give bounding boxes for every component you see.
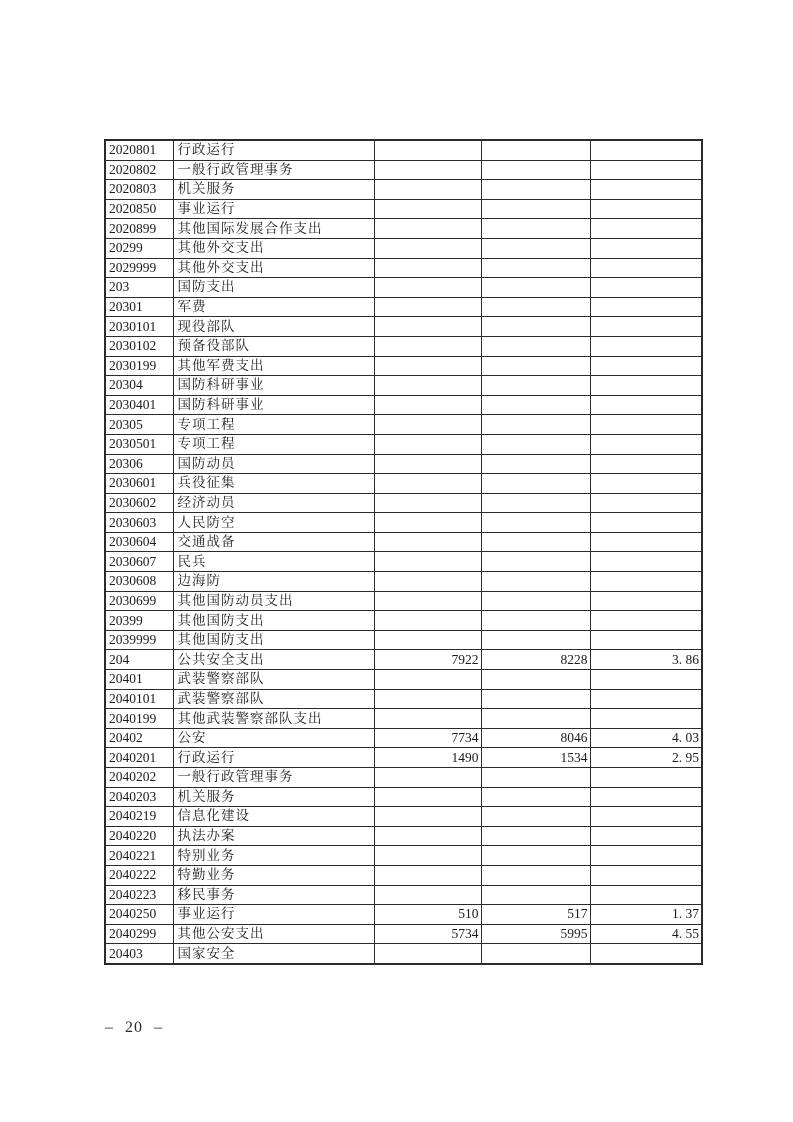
- value1-cell: [374, 160, 481, 180]
- table-row: [105, 591, 702, 611]
- table-row: [105, 140, 702, 160]
- value2-cell: [481, 826, 590, 846]
- value3-cell: 4. 03: [590, 728, 702, 748]
- item-cell: 预备役部队: [173, 336, 374, 356]
- code-cell: 2030101: [105, 317, 173, 337]
- code-cell: 2040222: [105, 865, 173, 885]
- value3-cell: [590, 670, 702, 690]
- value1-cell: [374, 278, 481, 298]
- value3-cell: 4. 55: [590, 924, 702, 944]
- code-cell: 20301: [105, 297, 173, 317]
- value3-cell: [590, 160, 702, 180]
- value2-cell: [481, 944, 590, 964]
- value3-cell: [590, 317, 702, 337]
- value2-cell: [481, 395, 590, 415]
- item-cell: 国防科研事业: [173, 395, 374, 415]
- value3-cell: [590, 630, 702, 650]
- table-row: [105, 670, 702, 690]
- table-row: [105, 846, 702, 866]
- value2-cell: 8228: [481, 650, 590, 670]
- table-row: [105, 689, 702, 709]
- value2-cell: [481, 219, 590, 239]
- value3-cell: [590, 278, 702, 298]
- value3-cell: [590, 376, 702, 396]
- value3-cell: [590, 415, 702, 435]
- table-row: [105, 278, 702, 298]
- value3-cell: [590, 238, 702, 258]
- value2-cell: [481, 572, 590, 592]
- table-row: [105, 905, 702, 925]
- item-cell: 事业运行: [173, 905, 374, 925]
- value1-cell: [374, 180, 481, 200]
- table-row: [105, 160, 702, 180]
- budget-table: [104, 139, 703, 965]
- item-cell: 其他武装警察部队支出: [173, 709, 374, 729]
- value2-cell: [481, 787, 590, 807]
- table-row: [105, 356, 702, 376]
- value3-cell: [590, 493, 702, 513]
- item-cell: 武装警察部队: [173, 670, 374, 690]
- value2-cell: [481, 689, 590, 709]
- value1-cell: [374, 846, 481, 866]
- value3-cell: [590, 454, 702, 474]
- code-cell: 2040101: [105, 689, 173, 709]
- code-cell: 20305: [105, 415, 173, 435]
- value1-cell: [374, 572, 481, 592]
- value2-cell: [481, 238, 590, 258]
- item-cell: 执法办案: [173, 826, 374, 846]
- value2-cell: [481, 493, 590, 513]
- value2-cell: [481, 199, 590, 219]
- code-cell: 2020802: [105, 160, 173, 180]
- code-cell: 2030601: [105, 474, 173, 494]
- code-cell: 2030607: [105, 552, 173, 572]
- table-row: [105, 493, 702, 513]
- code-cell: 20399: [105, 611, 173, 631]
- value3-cell: 3. 86: [590, 650, 702, 670]
- value1-cell: [374, 415, 481, 435]
- value1-cell: [374, 885, 481, 905]
- table-row: [105, 944, 702, 964]
- table-row: [105, 787, 702, 807]
- item-cell: 专项工程: [173, 415, 374, 435]
- code-cell: 20299: [105, 238, 173, 258]
- value2-cell: [481, 611, 590, 631]
- code-cell: 2040223: [105, 885, 173, 905]
- value3-cell: [590, 826, 702, 846]
- value2-cell: [481, 865, 590, 885]
- value1-cell: [374, 787, 481, 807]
- item-cell: 边海防: [173, 572, 374, 592]
- item-cell: 特勤业务: [173, 865, 374, 885]
- item-cell: 其他公安支出: [173, 924, 374, 944]
- value1-cell: 7922: [374, 650, 481, 670]
- code-cell: 2040203: [105, 787, 173, 807]
- code-cell: 2040299: [105, 924, 173, 944]
- value1-cell: [374, 258, 481, 278]
- item-cell: 现役部队: [173, 317, 374, 337]
- value1-cell: [374, 826, 481, 846]
- code-cell: 2020899: [105, 219, 173, 239]
- code-cell: 20401: [105, 670, 173, 690]
- table-row: [105, 199, 702, 219]
- value1-cell: [374, 493, 481, 513]
- value3-cell: [590, 591, 702, 611]
- value2-cell: [481, 807, 590, 827]
- value2-cell: [481, 356, 590, 376]
- code-cell: 2030501: [105, 434, 173, 454]
- value1-cell: [374, 376, 481, 396]
- code-cell: 2040219: [105, 807, 173, 827]
- item-cell: 其他外交支出: [173, 238, 374, 258]
- item-cell: 国防科研事业: [173, 376, 374, 396]
- value2-cell: [481, 140, 590, 160]
- value1-cell: 510: [374, 905, 481, 925]
- value2-cell: [481, 552, 590, 572]
- value2-cell: 517: [481, 905, 590, 925]
- item-cell: 信息化建设: [173, 807, 374, 827]
- value1-cell: [374, 865, 481, 885]
- item-cell: 军费: [173, 297, 374, 317]
- item-cell: 公安: [173, 728, 374, 748]
- value1-cell: [374, 297, 481, 317]
- value3-cell: [590, 434, 702, 454]
- value1-cell: [374, 944, 481, 964]
- value2-cell: [481, 513, 590, 533]
- table-row: [105, 630, 702, 650]
- table-row: [105, 807, 702, 827]
- value1-cell: 7734: [374, 728, 481, 748]
- budget-table-body: [105, 140, 702, 964]
- value1-cell: [374, 140, 481, 160]
- table-row: [105, 258, 702, 278]
- value1-cell: [374, 689, 481, 709]
- table-row: [105, 376, 702, 396]
- code-cell: 204: [105, 650, 173, 670]
- item-cell: 机关服务: [173, 180, 374, 200]
- value3-cell: [590, 258, 702, 278]
- value3-cell: 1. 37: [590, 905, 702, 925]
- item-cell: 移民事务: [173, 885, 374, 905]
- item-cell: 武装警察部队: [173, 689, 374, 709]
- value1-cell: [374, 807, 481, 827]
- value3-cell: [590, 474, 702, 494]
- code-cell: 2030604: [105, 532, 173, 552]
- value2-cell: 5995: [481, 924, 590, 944]
- value2-cell: [481, 180, 590, 200]
- item-cell: 其他军费支出: [173, 356, 374, 376]
- item-cell: 兵役征集: [173, 474, 374, 494]
- item-cell: 其他国防支出: [173, 630, 374, 650]
- item-cell: 国家安全: [173, 944, 374, 964]
- value2-cell: [481, 376, 590, 396]
- item-cell: 经济动员: [173, 493, 374, 513]
- code-cell: 2020803: [105, 180, 173, 200]
- item-cell: 国防支出: [173, 278, 374, 298]
- value2-cell: [481, 474, 590, 494]
- value2-cell: 1534: [481, 748, 590, 768]
- value3-cell: 2. 95: [590, 748, 702, 768]
- code-cell: 2029999: [105, 258, 173, 278]
- value3-cell: [590, 611, 702, 631]
- value3-cell: [590, 709, 702, 729]
- value1-cell: [374, 709, 481, 729]
- value2-cell: [481, 709, 590, 729]
- value3-cell: [590, 572, 702, 592]
- value3-cell: [590, 807, 702, 827]
- value3-cell: [590, 395, 702, 415]
- value3-cell: [590, 689, 702, 709]
- value1-cell: [374, 670, 481, 690]
- table-row: [105, 474, 702, 494]
- table-row: [105, 317, 702, 337]
- table-row: [105, 552, 702, 572]
- value3-cell: [590, 768, 702, 788]
- item-cell: 其他国防支出: [173, 611, 374, 631]
- table-row: [105, 434, 702, 454]
- code-cell: 2030102: [105, 336, 173, 356]
- value1-cell: [374, 552, 481, 572]
- table-row: [105, 219, 702, 239]
- value2-cell: [481, 591, 590, 611]
- code-cell: 2040201: [105, 748, 173, 768]
- code-cell: 2020801: [105, 140, 173, 160]
- item-cell: 一般行政管理事务: [173, 768, 374, 788]
- value1-cell: [374, 513, 481, 533]
- value1-cell: [374, 630, 481, 650]
- value1-cell: [374, 768, 481, 788]
- item-cell: 机关服务: [173, 787, 374, 807]
- table-row: [105, 865, 702, 885]
- code-cell: 20403: [105, 944, 173, 964]
- value3-cell: [590, 787, 702, 807]
- value2-cell: [481, 670, 590, 690]
- value1-cell: 5734: [374, 924, 481, 944]
- table-row: [105, 826, 702, 846]
- value1-cell: [374, 336, 481, 356]
- table-row: [105, 532, 702, 552]
- value2-cell: [481, 317, 590, 337]
- code-cell: 2039999: [105, 630, 173, 650]
- item-cell: 人民防空: [173, 513, 374, 533]
- item-cell: 专项工程: [173, 434, 374, 454]
- value1-cell: [374, 199, 481, 219]
- table-row: [105, 768, 702, 788]
- item-cell: 民兵: [173, 552, 374, 572]
- value3-cell: [590, 552, 702, 572]
- value2-cell: [481, 846, 590, 866]
- value2-cell: [481, 297, 590, 317]
- value1-cell: [374, 434, 481, 454]
- value1-cell: [374, 395, 481, 415]
- value3-cell: [590, 297, 702, 317]
- value3-cell: [590, 944, 702, 964]
- item-cell: 其他国防动员支出: [173, 591, 374, 611]
- value2-cell: [481, 258, 590, 278]
- table-row: [105, 611, 702, 631]
- code-cell: 2040220: [105, 826, 173, 846]
- value3-cell: [590, 140, 702, 160]
- value3-cell: [590, 336, 702, 356]
- table-row: [105, 454, 702, 474]
- item-cell: 一般行政管理事务: [173, 160, 374, 180]
- table-row: [105, 180, 702, 200]
- code-cell: 2030199: [105, 356, 173, 376]
- value1-cell: [374, 532, 481, 552]
- table-row: [105, 728, 702, 748]
- code-cell: 2030603: [105, 513, 173, 533]
- code-cell: 20306: [105, 454, 173, 474]
- value3-cell: [590, 885, 702, 905]
- item-cell: 公共安全支出: [173, 650, 374, 670]
- value1-cell: [374, 591, 481, 611]
- code-cell: 2040199: [105, 709, 173, 729]
- value1-cell: [374, 219, 481, 239]
- item-cell: 特别业务: [173, 846, 374, 866]
- table-row: [105, 513, 702, 533]
- value2-cell: [481, 434, 590, 454]
- code-cell: 2030602: [105, 493, 173, 513]
- value3-cell: [590, 180, 702, 200]
- code-cell: 20304: [105, 376, 173, 396]
- value1-cell: [374, 474, 481, 494]
- value3-cell: [590, 199, 702, 219]
- code-cell: 2040202: [105, 768, 173, 788]
- value2-cell: [481, 415, 590, 435]
- item-cell: 国防动员: [173, 454, 374, 474]
- item-cell: 其他外交支出: [173, 258, 374, 278]
- value1-cell: [374, 611, 481, 631]
- value1-cell: 1490: [374, 748, 481, 768]
- value1-cell: [374, 238, 481, 258]
- code-cell: 203: [105, 278, 173, 298]
- item-cell: 事业运行: [173, 199, 374, 219]
- value2-cell: [481, 160, 590, 180]
- item-cell: 交通战备: [173, 532, 374, 552]
- code-cell: 2040221: [105, 846, 173, 866]
- value2-cell: 8046: [481, 728, 590, 748]
- value3-cell: [590, 846, 702, 866]
- page-number: – 20 –: [105, 1019, 163, 1036]
- table-row: [105, 336, 702, 356]
- table-row: [105, 709, 702, 729]
- table-row: [105, 650, 702, 670]
- table-row: [105, 748, 702, 768]
- value2-cell: [481, 768, 590, 788]
- table-row: [105, 415, 702, 435]
- value2-cell: [481, 885, 590, 905]
- value1-cell: [374, 356, 481, 376]
- value1-cell: [374, 317, 481, 337]
- code-cell: 2020850: [105, 199, 173, 219]
- code-cell: 2030608: [105, 572, 173, 592]
- value2-cell: [481, 336, 590, 356]
- item-cell: 其他国际发展合作支出: [173, 219, 374, 239]
- table-row: [105, 395, 702, 415]
- table-row: [105, 238, 702, 258]
- value2-cell: [481, 278, 590, 298]
- value3-cell: [590, 865, 702, 885]
- code-cell: 2030699: [105, 591, 173, 611]
- table-row: [105, 924, 702, 944]
- table-row: [105, 572, 702, 592]
- item-cell: 行政运行: [173, 140, 374, 160]
- value3-cell: [590, 532, 702, 552]
- value3-cell: [590, 356, 702, 376]
- value2-cell: [481, 630, 590, 650]
- value3-cell: [590, 219, 702, 239]
- code-cell: 20402: [105, 728, 173, 748]
- value2-cell: [481, 454, 590, 474]
- value1-cell: [374, 454, 481, 474]
- value2-cell: [481, 532, 590, 552]
- code-cell: 2040250: [105, 905, 173, 925]
- value3-cell: [590, 513, 702, 533]
- code-cell: 2030401: [105, 395, 173, 415]
- table-row: [105, 297, 702, 317]
- item-cell: 行政运行: [173, 748, 374, 768]
- table-row: [105, 885, 702, 905]
